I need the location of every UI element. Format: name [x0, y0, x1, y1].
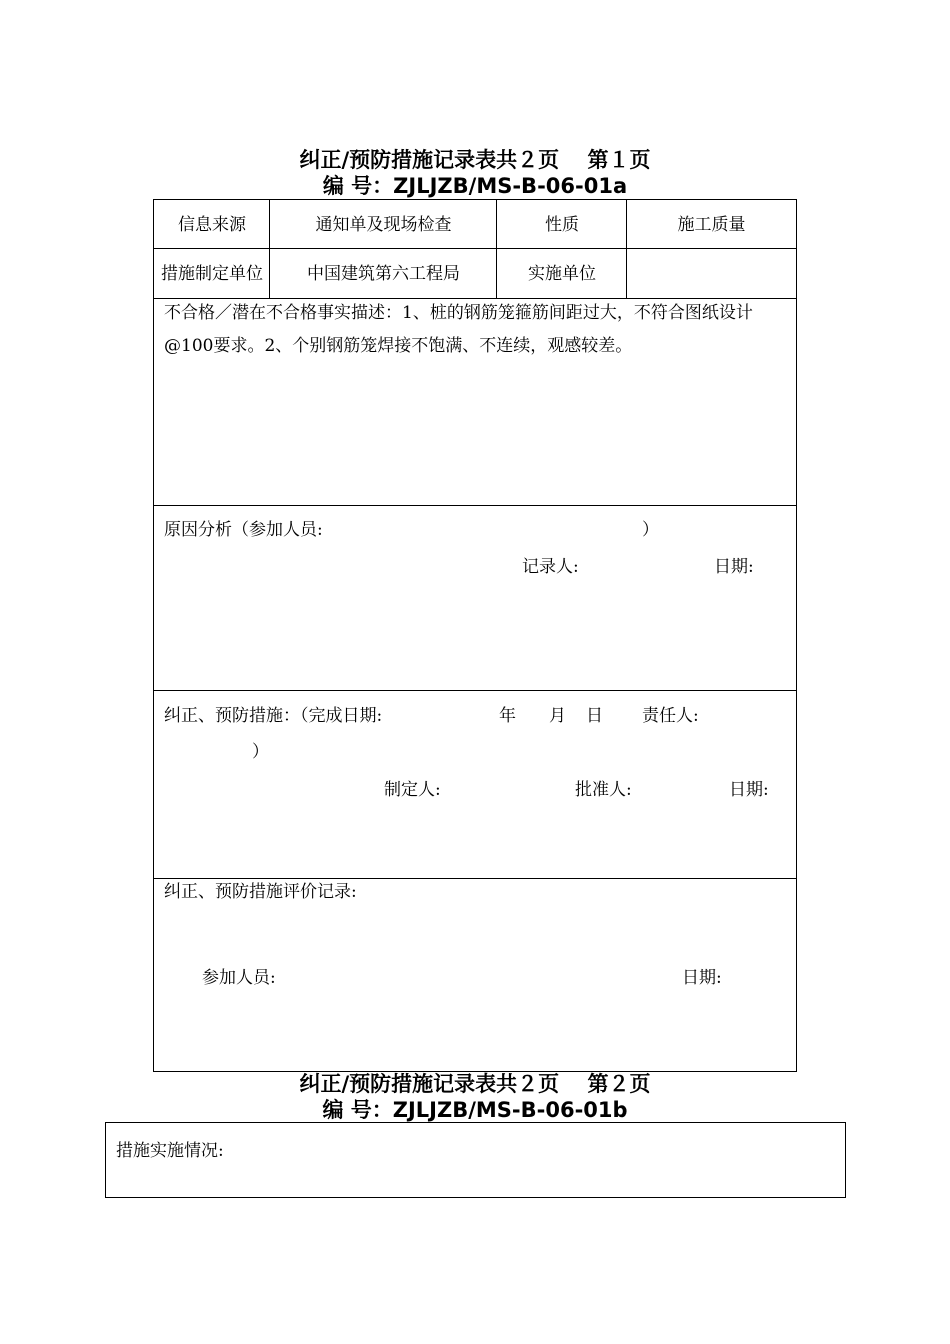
divider	[154, 505, 796, 506]
info-source-value: 通知单及现场检查	[315, 214, 452, 235]
nature-label: 性质	[545, 214, 579, 235]
year-label: 年	[499, 706, 516, 726]
info-source-label: 信息来源	[178, 214, 246, 235]
approver-label: 批准人:	[575, 780, 632, 800]
measures-date-label: 日期:	[729, 780, 769, 800]
implementing-unit-value	[627, 249, 796, 298]
maker-label: 制定人:	[384, 780, 441, 800]
form-code-page-2: 编 号：ZJLJZB/MS-B-06-01b	[322, 1098, 628, 1122]
divider	[154, 690, 796, 691]
measures-close: ）	[252, 742, 269, 762]
form-title-page-1: 纠正/预防措施记录表共２页 第１页	[299, 148, 651, 172]
recorder-label: 记录人:	[522, 557, 579, 577]
measures-label: 纠正、预防措施：（完成日期:	[164, 706, 383, 726]
responsible-label: 责任人:	[642, 706, 699, 726]
record-table	[153, 199, 797, 1072]
divider	[269, 200, 270, 298]
measure-maker-unit-label: 措施制定单位	[161, 263, 263, 284]
divider	[626, 200, 627, 298]
measure-maker-unit-value: 中国建筑第六工程局	[307, 263, 460, 284]
divider	[154, 248, 796, 249]
divider	[154, 878, 796, 879]
form-title-page-2: 纠正/预防措施记录表共２页 第２页	[299, 1072, 651, 1096]
month-label: 月	[549, 706, 566, 726]
cause-analysis-close: ）	[642, 520, 659, 540]
form-code-page-1: 编 号：ZJLJZB/MS-B-06-01a	[322, 174, 628, 198]
implementing-unit-label: 实施单位	[528, 263, 596, 284]
day-label: 日	[586, 706, 603, 726]
evaluation-date-label: 日期:	[682, 968, 722, 988]
participants-label: 参加人员:	[202, 968, 276, 988]
evaluation-label: 纠正、预防措施评价记录:	[164, 882, 357, 902]
cause-date-label: 日期:	[714, 557, 754, 577]
implementation-table	[105, 1122, 846, 1198]
nonconformity-description: 不合格／潜在不合格事实描述：1、桩的钢筋笼箍筋间距过大，不符合图纸设计@100要求。2、个别钢筋笼焊接不饱满、不连续，观感较差。	[164, 303, 753, 356]
cause-analysis-label: 原因分析（参加人员:	[164, 520, 323, 540]
nature-value: 施工质量	[677, 214, 746, 235]
divider	[496, 200, 497, 298]
implementation-label: 措施实施情况:	[116, 1141, 224, 1161]
